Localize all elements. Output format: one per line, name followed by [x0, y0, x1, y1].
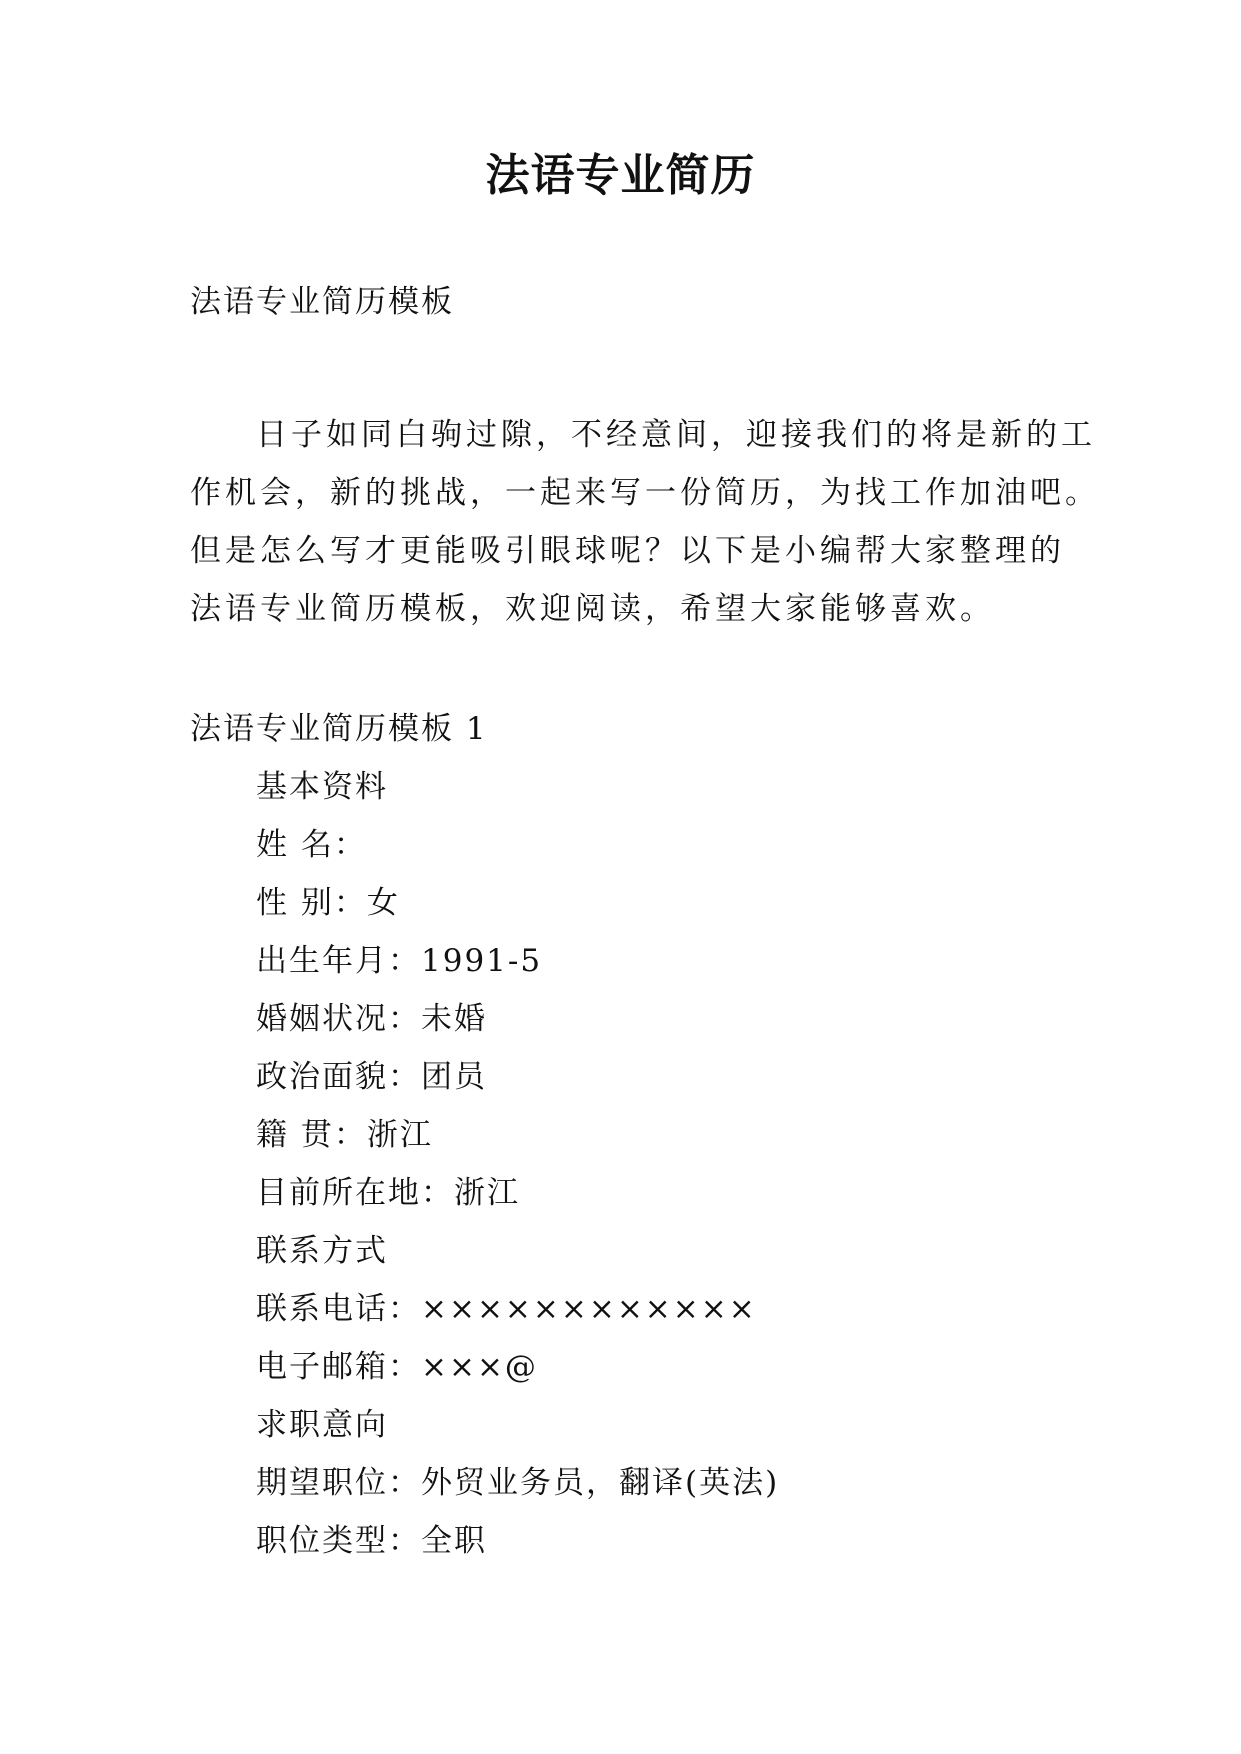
political-status-field: 政治面貌：团员	[256, 1059, 487, 1095]
intro-line-3: 但是怎么写才更能吸引眼球呢？以下是小编帮大家整理的	[190, 533, 1065, 569]
birth-date-field: 出生年月：1991-5	[256, 943, 543, 979]
job-type-field: 职位类型：全职	[256, 1523, 487, 1559]
section-heading: 法语专业简历模板	[190, 284, 454, 320]
basic-info-heading: 基本资料	[256, 769, 388, 805]
marital-status-field: 婚姻状况：未婚	[256, 1001, 487, 1037]
document-title: 法语专业简历	[485, 150, 756, 201]
resume-field-list	[256, 758, 1116, 1570]
phone-field: 联系电话：××××××××××××	[256, 1291, 757, 1327]
expected-position-field: 期望职位：外贸业务员，翻译(英法)	[256, 1465, 780, 1501]
contact-heading: 联系方式	[256, 1233, 388, 1269]
intro-line-4: 法语专业简历模板，欢迎阅读，希望大家能够喜欢。	[190, 591, 995, 627]
intro-line-2: 作机会，新的挑战，一起来写一份简历，为找工作加油吧。	[190, 475, 1100, 511]
intro-paragraph	[190, 406, 1100, 638]
current-location-field: 目前所在地：浙江	[256, 1175, 520, 1211]
native-place-field: 籍 贯：浙江	[256, 1117, 433, 1153]
job-intention-heading: 求职意向	[256, 1407, 388, 1443]
name-field: 姓 名：	[256, 827, 367, 863]
email-field: 电子邮箱：×××@	[256, 1349, 538, 1385]
template-heading: 法语专业简历模板 1	[190, 711, 488, 747]
intro-line-1: 日子如同白驹过隙，不经意间，迎接我们的将是新的工	[256, 417, 1096, 453]
gender-field: 性 别：女	[256, 885, 400, 921]
